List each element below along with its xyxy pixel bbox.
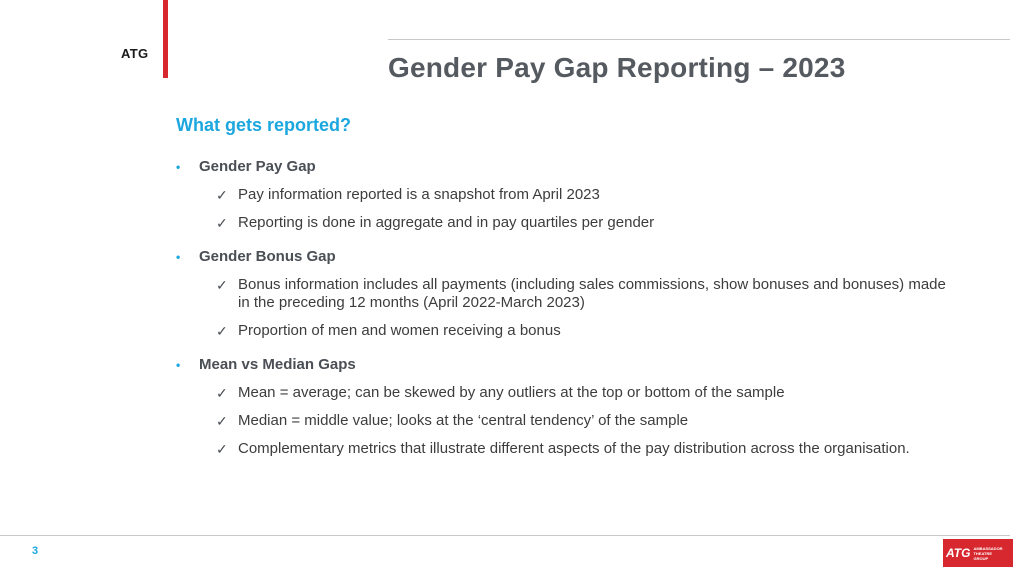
list-item-text: Proportion of men and women receiving a bonus — [238, 322, 561, 339]
check-icon: ✓ — [216, 215, 228, 231]
list-item — [216, 214, 946, 232]
list-item — [216, 322, 946, 340]
logo-wordmark — [973, 546, 1002, 561]
check-icon: ✓ — [216, 441, 228, 457]
list-item-text: Complementary metrics that illustrate different aspects of the pay distribution across the organisation. — [238, 440, 910, 457]
section-heading-text: Gender Bonus Gap — [199, 248, 336, 265]
logo-line: AMBASSADOR — [973, 545, 1003, 551]
section-heading-text: Mean vs Median Gaps — [199, 356, 356, 373]
section-gender-bonus-gap — [176, 248, 946, 340]
check-icon: ✓ — [216, 187, 228, 203]
section-heading — [176, 158, 946, 176]
brand-label: ATG — [121, 46, 149, 61]
list-item — [216, 440, 946, 458]
check-icon: ✓ — [216, 277, 228, 293]
red-accent-bar — [163, 0, 168, 78]
content-list — [176, 158, 946, 474]
bullet-icon: • — [176, 250, 181, 264]
section-subtitle: What gets reported? — [176, 115, 352, 135]
section-heading-text: Gender Pay Gap — [199, 158, 316, 175]
list-item-text: Median = middle value; looks at the ‘central tendency’ of the sample — [238, 412, 689, 429]
bullet-icon: • — [176, 160, 181, 174]
logo-line: GROUP — [973, 555, 989, 561]
section-mean-vs-median — [176, 356, 946, 458]
check-icon: ✓ — [216, 413, 228, 429]
list-item — [216, 384, 946, 402]
list-item-text: Mean = average; can be skewed by any outliers at the top or bottom of the sample — [238, 384, 785, 401]
section-gender-pay-gap — [176, 158, 946, 232]
logo-mark: ATG — [946, 546, 971, 560]
bottom-divider — [0, 535, 1010, 536]
list-item-text: Pay information reported is a snapshot from April 2023 — [238, 186, 600, 203]
list-item-text: Reporting is done in aggregate and in pay quartiles per gender — [238, 214, 655, 231]
section-heading — [176, 356, 946, 374]
logo-line: THEATRE — [973, 550, 993, 556]
check-icon: ✓ — [216, 385, 228, 401]
company-logo — [943, 539, 1013, 567]
check-icon: ✓ — [216, 323, 228, 339]
page-number: 3 — [32, 545, 39, 557]
top-divider — [388, 39, 1010, 40]
bullet-icon: • — [176, 358, 181, 372]
list-item-text: Bonus information includes all payments (including sales commissions, show bonuses and bonuses) made in the preceding 12 months (April 2022-March 2023) — [238, 276, 946, 311]
list-item — [216, 186, 946, 204]
page-title: Gender Pay Gap Reporting – 2023 — [388, 52, 846, 83]
list-item — [216, 412, 946, 430]
list-item — [216, 276, 946, 312]
section-heading — [176, 248, 946, 266]
